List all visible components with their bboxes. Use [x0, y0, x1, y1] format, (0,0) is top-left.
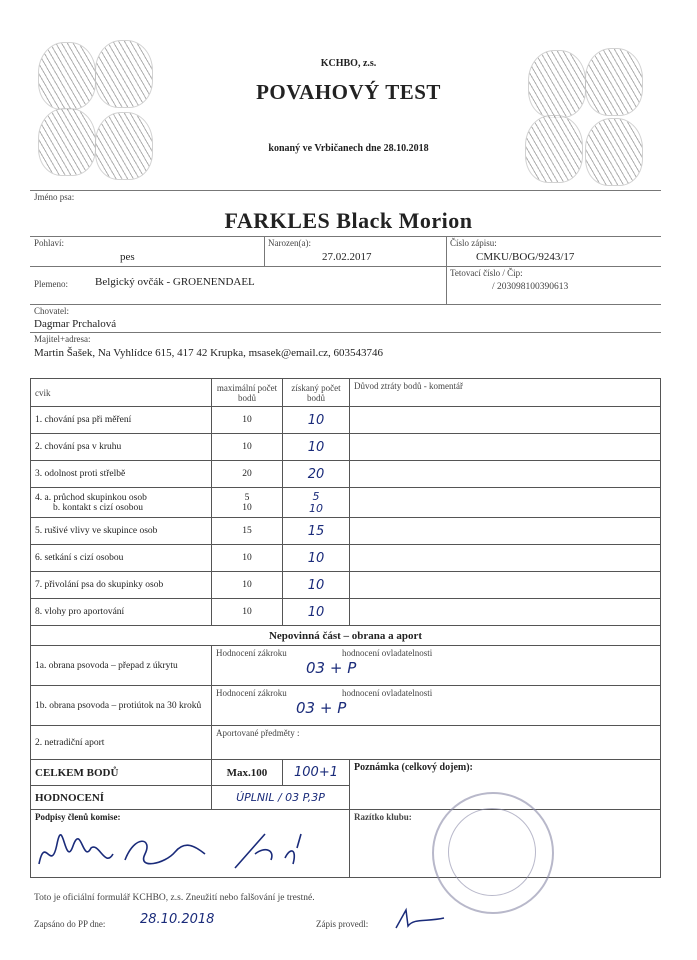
- table-row: [31, 686, 661, 726]
- eval-label: Hodnocení zákroku: [216, 688, 287, 698]
- reason-cell: [350, 434, 661, 461]
- owner-value: Martin Šašek, Na Vyhlídce 615, 417 42 Krupka, msasek@email.cz, 603543746: [34, 347, 384, 359]
- reason-cell: [350, 488, 661, 518]
- table-row: [31, 461, 661, 488]
- eval-label: Hodnocení zákroku: [216, 648, 287, 658]
- max-points: [212, 488, 283, 518]
- breeder-value: Dagmar Prchalová: [34, 318, 117, 330]
- overall-note-label: Poznámka (celkový dojem):: [350, 760, 661, 810]
- control-label: hodnocení ovladatelnosti: [342, 688, 433, 698]
- control-label: hodnocení ovladatelnosti: [342, 648, 433, 658]
- breed-label: Plemeno:: [34, 279, 68, 289]
- table-row: [31, 434, 661, 461]
- table-row: [31, 599, 661, 626]
- test-subtitle: konaný ve Vrbičanech dne 28.10.2018: [268, 143, 429, 154]
- table-row: [31, 407, 661, 434]
- got-points: [283, 488, 350, 518]
- col-task-header: cvik: [31, 379, 212, 407]
- optional-eval-value: 03 + P: [296, 699, 347, 717]
- max-points-b: 10: [242, 502, 252, 513]
- task-label: [31, 488, 212, 518]
- table-row: [31, 572, 661, 599]
- recorded-date: 28.10.2018: [140, 912, 215, 927]
- table-row: [31, 545, 661, 572]
- table-row: [31, 646, 661, 686]
- rating-value: ÚPLNIL / 03 P,3P: [212, 786, 350, 810]
- sex-value: pes: [120, 251, 135, 263]
- optional-task-label: 1b. obrana psovoda – protiútok na 30 kroků: [31, 686, 212, 726]
- reason-cell: [350, 545, 661, 572]
- reason-cell: [350, 599, 661, 626]
- got-points: 10: [283, 545, 350, 572]
- page-title: POVAHOVÝ TEST: [256, 80, 441, 104]
- optional-eval-cell: [212, 646, 661, 686]
- optional-section-heading: Nepovinná část – obrana a aport: [31, 626, 661, 646]
- col-reason-header: Důvod ztráty bodů - komentář: [350, 379, 661, 407]
- signatures-label: Podpisy členů komise:: [35, 812, 121, 822]
- max-points: 10: [212, 434, 283, 461]
- task-label: 7. přivolání psa do skupinky osob: [31, 572, 212, 599]
- task-label: 6. setkání s cizí osobou: [31, 545, 212, 572]
- task-label: 1. chování psa při měření: [31, 407, 212, 434]
- optional-task-label: 2. netradiční aport: [31, 726, 212, 760]
- reason-cell: [350, 407, 661, 434]
- got-points-a: 5: [312, 489, 320, 503]
- recorder-signature: [392, 904, 452, 934]
- task-label: 5. rušivé vlivy ve skupince osob: [31, 518, 212, 545]
- club-stamp: [432, 792, 554, 914]
- table-row: [31, 726, 661, 760]
- breeder-label: Chovatel:: [34, 306, 69, 316]
- got-points: 15: [283, 518, 350, 545]
- max-points: 10: [212, 545, 283, 572]
- signatures-image: [35, 824, 315, 876]
- total-got: 100+1: [283, 760, 350, 786]
- dog-illustration-icon: [38, 108, 96, 176]
- got-points: 20: [283, 461, 350, 488]
- got-points: 10: [283, 572, 350, 599]
- optional-eval-cell: [212, 686, 661, 726]
- owner-label: Majitel+adresa:: [34, 334, 91, 344]
- total-max: Max.100: [212, 760, 283, 786]
- born-label: Narozen(a):: [268, 238, 311, 248]
- max-points: 10: [212, 407, 283, 434]
- total-label: CELKEM BODŮ: [31, 760, 212, 786]
- club-stamp-label: Razítko klubu:: [350, 810, 661, 878]
- chip-label: Tetovací číslo / Čip:: [450, 268, 523, 278]
- recorded-by-label: Zápis provedl:: [316, 919, 369, 929]
- dog-name-label: Jméno psa:: [34, 192, 75, 202]
- got-points: 10: [283, 407, 350, 434]
- col-max-header: maximální počet bodů: [212, 379, 283, 407]
- organization-name: KCHBO, z.s.: [320, 58, 377, 69]
- task-label-a: 4. a. průchod skupinkou osob: [35, 492, 147, 503]
- max-points: 10: [212, 599, 283, 626]
- task-label: 8. vlohy pro aportování: [31, 599, 212, 626]
- reason-cell: [350, 461, 661, 488]
- form-footer-note: Toto je oficiální formulář KCHBO, z.s. Zneužití nebo falšování je trestné.: [34, 893, 315, 903]
- signatures-cell: [31, 810, 350, 878]
- task-label: 3. odolnost proti střelbě: [31, 461, 212, 488]
- registration-value: CMKU/BOG/9243/17: [476, 251, 575, 263]
- max-points: 20: [212, 461, 283, 488]
- optional-task-label: 1a. obrana psovoda – přepad z úkrytu: [31, 646, 212, 686]
- recorded-label: Zapsáno do PP dne:: [34, 919, 106, 929]
- rating-label: HODNOCENÍ: [31, 786, 212, 810]
- table-row: [31, 518, 661, 545]
- max-points: 15: [212, 518, 283, 545]
- retrieved-items-label: Aportované předměty :: [212, 726, 661, 760]
- breed-value: Belgický ovčák - GROENENDAEL: [95, 276, 255, 288]
- got-points: 10: [283, 599, 350, 626]
- born-value: 27.02.2017: [322, 251, 372, 263]
- got-points-b: 10: [309, 501, 323, 515]
- optional-eval-value: 03 + P: [306, 659, 357, 677]
- max-points-a: 5: [244, 492, 250, 503]
- task-label-b: b. kontakt s cizí osobou: [53, 502, 143, 513]
- dog-name: FARKLES Black Morion: [224, 208, 473, 233]
- task-label: 2. chování psa v kruhu: [31, 434, 212, 461]
- reason-cell: [350, 572, 661, 599]
- max-points: 10: [212, 572, 283, 599]
- table-row: [31, 488, 661, 518]
- evaluation-table: [30, 378, 661, 878]
- col-got-header: získaný počet bodů: [283, 379, 350, 407]
- got-points: 10: [283, 434, 350, 461]
- chip-value: / 203098100390613: [492, 282, 569, 292]
- reason-cell: [350, 518, 661, 545]
- sex-label: Pohlaví:: [34, 238, 65, 248]
- registration-label: Číslo zápisu:: [450, 238, 497, 248]
